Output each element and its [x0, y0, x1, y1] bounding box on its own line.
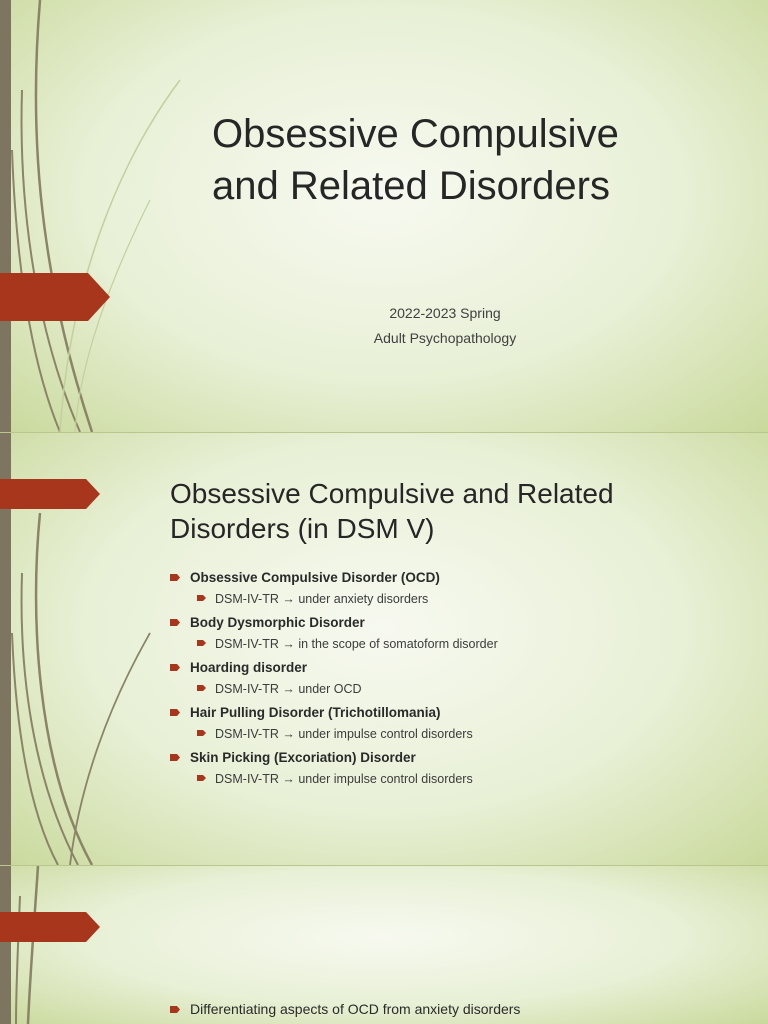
bullet-list: [170, 568, 730, 793]
list-item: Hair Pulling Disorder (Trichotillomania): [170, 703, 730, 725]
list-subitem: DSM-IV-TR → under impulse control disorders: [170, 770, 730, 793]
bullet-arrow-icon: [170, 664, 180, 671]
list-subitem: DSM-IV-TR → under OCD: [170, 680, 730, 703]
list-item: Hoarding disorder: [170, 658, 730, 680]
list-item: Body Dysmorphic Disorder: [170, 613, 730, 635]
accent-arrow: [0, 912, 100, 942]
decorative-curves: [0, 0, 200, 432]
accent-arrow: [0, 273, 110, 321]
bullet-arrow-icon: [170, 754, 180, 761]
bullet-arrow-icon: [170, 1006, 180, 1013]
list-subitem: DSM-IV-TR → in the scope of somatoform disorder: [170, 635, 730, 658]
slide-title: Obsessive Compulsive and Related Disorders (in DSM V): [170, 478, 614, 544]
list-subitem: DSM-IV-TR → under anxiety disorders: [170, 590, 730, 613]
bullet-arrow-icon: [197, 640, 206, 646]
accent-arrow: [0, 479, 100, 509]
bullet-arrow-icon: [170, 709, 180, 716]
subtitle-term: 2022-2023 Spring: [389, 305, 501, 321]
bullet-arrow-icon: [197, 775, 206, 781]
list-item: Differentiating aspects of OCD from anxiety disorders: [170, 1001, 520, 1017]
title-slide: [0, 0, 768, 432]
bullet-arrow-icon: [170, 574, 180, 581]
bullet-arrow-icon: [197, 685, 206, 691]
subtitle-course: Adult Psychopathology: [373, 330, 517, 346]
bullet-arrow-icon: [197, 730, 206, 736]
bullet-arrow-icon: [197, 595, 206, 601]
list-subitem: DSM-IV-TR → under impulse control disorders: [170, 725, 730, 748]
list-item: Obsessive Compulsive Disorder (OCD): [170, 568, 730, 590]
bullet-arrow-icon: [170, 619, 180, 626]
slide-title: Obsessive Compulsive and Related Disorders: [212, 112, 619, 208]
list-item: Skin Picking (Excoriation) Disorder: [170, 748, 730, 770]
